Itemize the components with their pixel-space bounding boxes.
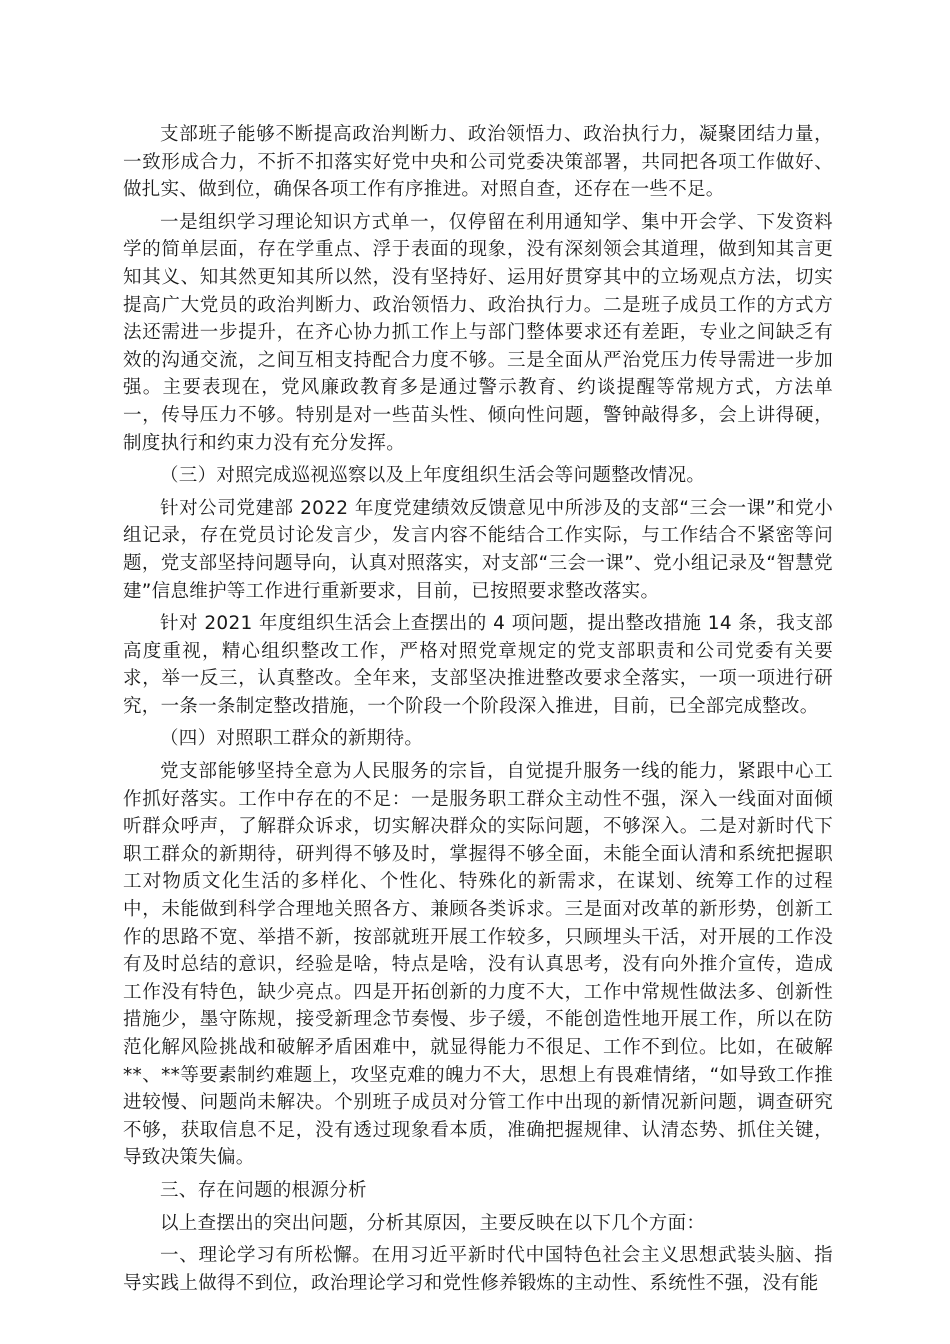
- section-heading-root-cause: 三、存在问题的根源分析: [160, 1179, 367, 1201]
- paragraph-2021-rectification: 针对 2021 年度组织生活会上查摆出的 4 项问题，提出整改措施 14 条，我支部高度重视，精心组织整改工作，严格对照党章规定的党支部职责和公司党委有关要求，举一反三，认真整改。全年来，支部坚决推进整改要求全落实，一项一项进行研究，一条一条制定整改措施，一个阶段一个阶段深入推进，目前，已全部完成整改。: [123, 613, 833, 717]
- paragraph-self-check-intro: 支部班子能够不断提高政治判断力、政治领悟力、政治执行力，凝聚团结力量，一致形成合力，不折不扣落实好党中央和公司党委决策部署，共同把各项工作做好、做扎实、做到位，确保各项工作有序推进。对照自查，还存在一些不足。: [123, 124, 833, 201]
- paragraph-cause-intro: 以上查摆出的突出问题，分析其原因，主要反映在以下几个方面：: [160, 1212, 706, 1234]
- document-body: [123, 121, 833, 1302]
- section-heading-staff-expectations: （四）对照职工群众的新期待。: [160, 728, 424, 750]
- paragraph-theory-study: 一、理论学习有所松懈。在用习近平新时代中国特色社会主义思想武装头脑、指导实践上做得不到位，政治理论学习和党性修养锻炼的主动性、系统性不强，没有能: [123, 1245, 833, 1294]
- paragraph-shortcomings-list: 一是组织学习理论知识方式单一，仅停留在利用通知学、集中开会学、下发资料学的简单层面，存在学重点、浮于表面的现象，没有深刻领会其道理，做到知其言更知其义、知其然更知其所以然，没有坚持好、运用好贯穿其中的立场观点方法，切实提高广大党员的政治判断力、政治领悟力、政治执行力。二是班子成员工作的方式方法还需进一步提升，在齐心协力抓工作上与部门整体要求还有差距，专业之间缺乏有效的沟通交流，之间互相支持配合力度不够。三是全面从严治党压力传导需进一步加强。主要表现在，党风廉政教育多是通过警示教育、约谈提醒等常规方式，方法单一，传导压力不够。特别是对一些苗头性、倾向性问题，警钟敲得多，会上讲得硬，制度执行和约束力没有充分发挥。: [123, 211, 833, 454]
- paragraph-service-shortcomings: 党支部能够坚持全意为人民服务的宗旨，自觉提升服务一线的能力，紧跟中心工作抓好落实。工作中存在的不足：一是服务职工群众主动性不强，深入一线面对面倾听群众呼声，了解群众诉求，切实解决群众的实际问题，不够深入。二是对新时代下职工群众的新期待，研判得不够及时，掌握得不够全面，未能全面认清和系统把握职工对物质文化生活的多样化、个性化、特殊化的新需求，在谋划、统筹工作的过程中，未能做到科学合理地关照各方、兼顾各类诉求。三是面对改革的新形势，创新工作的思路不宽、举措不新，按部就班开展工作较多，只顾埋头干活，对开展的工作没有及时总结的意识，经验是啥，特点是啥，没有认真思考，没有向外推介宣传，造成工作没有特色，缺少亮点。四是开拓创新的力度不大，工作中常规性做法多、创新性措施少，墨守陈规，接受新理念节奏慢、步子缓，不能创造性地开展工作，所以在防范化解风险挑战和破解矛盾困难中，就显得能力不很足、工作不到位。比如，在破解**、**等要素制约难题上，攻坚克难的魄力不大，思想上有畏难情绪，“如导致工作推进较慢、问题尚未解决。个别班子成员对分管工作中出现的新情况新问题，调查研究不够，获取信息不足，没有透过现象看本质，准确把握规律、认清态势、抓住关键，导致决策失偏。: [123, 761, 833, 1169]
- section-heading-rectification: （三）对照完成巡视巡察以及上年度组织生活会等问题整改情况。: [160, 465, 706, 487]
- paragraph-party-building-feedback: 针对公司党建部 2022 年度党建绩效反馈意见中所涉及的支部“三会一课”和党小组记录，存在党员讨论发言少，发言内容不能结合工作实际，与工作结合不紧密等问题，党支部坚持问题导向，认真对照落实，对支部“三会一课”、党小组记录及“智慧党建”信息维护等工作进行重新要求，目前，已按照要求整改落实。: [123, 497, 833, 602]
